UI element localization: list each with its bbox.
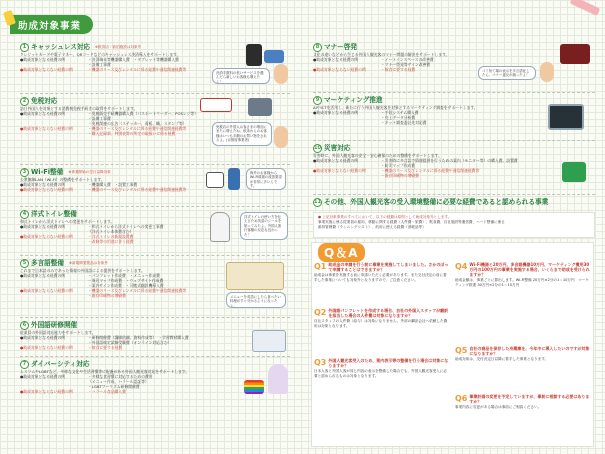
section-wifi: 3 Wi-Fi整備 ※事業開始の翌日以降対象 公衆無線LAN（Wi-Fi）の整備をサポートします。 ●助成対象となる経費の例 ・機器購入費 ・設置工事費 ●助成対象とならない経費の例 ・機器のリース及びレンタルに係る経費や通信関連経費等 xyxy=(20,168,187,192)
section-header xyxy=(10,15,93,34)
section-note: ※飲食店・宿泊施設は対象外 xyxy=(95,45,142,49)
section-heading: 災害対応 xyxy=(324,144,351,152)
section-heading: キャッシュレス対応 xyxy=(31,43,91,51)
monitor-chart-icon xyxy=(548,104,584,130)
brochure-illustration-icon xyxy=(226,262,284,290)
section-diversity: 7 ダイバーシティ対応 ムスリムやLGBTなど、多様な文化や生活習慣等に配慮がある外国人観光客対応をサポートします。 ●助成対象となる経費の例 ・多様な食習慣に対応するための費用 （メニュー作成、ハラール認証等） ・LGBTツーリズム研修開催費 ●助成対象とならない経費の例 ・ハラール食品購入費 xyxy=(20,360,190,394)
section-heading: Wi-Fi整備 xyxy=(31,168,64,176)
divider xyxy=(20,317,290,318)
pencil-decoration xyxy=(570,0,601,16)
section-marketing: 9 マーケティング推進 AIやICTを活用し、新たに行う外国人観光客を対象とするマーケティング調査をサポートします。 ●助成対象となる経費の例 ・手段システム購入費 ・売上データ分析費 ・ネット調査委託先対応費 xyxy=(313,96,478,125)
section-other: 11 その他、外国人観光客の受入環境整備に必要な経費であると認められる事業 xyxy=(314,198,549,206)
section-heading: 外国語研修開催 xyxy=(31,321,78,329)
wifi-router-icon xyxy=(206,172,224,188)
section-language-training: 6 外国語研修開催 従業員の外国語対応能力をサポートします。 ●助成対象となる経費の例 ・研修開催費（講師依頼、資料作成等） ・学習教材購入費 ・外国語検定試験受験費（オンライン対応含む） ●助成対象とならない経費の例 ・飲食に要する経費 xyxy=(20,321,189,350)
divider xyxy=(20,93,290,94)
qa-title: Q＆A xyxy=(318,243,365,262)
person-illustration-icon xyxy=(274,126,288,148)
expense-row: ・設備工事費 xyxy=(88,62,111,67)
section-heading: マナー啓発 xyxy=(324,43,357,51)
section-heading: 洋式トイレ整備 xyxy=(31,210,77,218)
speech-bubble: 免税店の外国人お客さまの増加にまたに増えたね。欧米からのお客様はいつも多額のお買い物をされるよ。(京都府事業者) xyxy=(212,122,272,146)
qa-item: Q1 助成金の申請を行う前に事業を実施してしまいました。さかのぼって申請することはできますか？ 助成金は事業を実施する前に申請いただく必要があります。また交付決定の前に着手した事業についても対象外となりますので、ご注意ください。 xyxy=(314,262,449,282)
section-toilet: 4 洋式トイレ整備 和式トイレから洋式トイレへの変更をサポートします。 ●助成対象となる経費の例 ・和式トイレから洋式トイレへの変更工事費 （洋式トイレ本体費含む） ●助成対象とならない経費の例 ・洋式トイレの新規設置費 ・改修等の用途に伴う経費 xyxy=(20,210,164,244)
divider xyxy=(20,206,290,207)
signboard-icon xyxy=(560,44,590,64)
tax-free-sign-icon xyxy=(200,98,232,112)
rainbow-flag-icon xyxy=(244,380,264,394)
section-disaster: 10 災害対応 災害時に、外国人観光客の安全・安心確保のための整備をサポートします。 ●助成対象となる経費の例 ・災害時に多言語で情報提供を行うための案内（モニター等）の購入費、設置費 ・防災マップ作成費 ●助成対象とならない経費の例 ・機器のリース及びレンタルに係る経費や通信関連経費等 ・既存印刷物の増刷費 xyxy=(313,144,518,178)
qa-item: Q2 外国語パンフレットを作成する場合、自社の外国人スタッフが翻訳を担当した場合の人件費は対象になりますか？ 自社スタッフの人件費（給与）は対象になりません。外部の翻訳会社へ依頼した費用は対象となります。 xyxy=(314,308,449,328)
speech-bubble: 洋式トイレの使い方を伝えるため英語のシールを貼ってみたよ。外国人旅行客様の反応も良かった！ xyxy=(240,212,288,240)
person-in-hijab-icon xyxy=(268,364,288,394)
section-heading: その他、外国人観光客の受入環境整備に必要な経費であると認められる事業 xyxy=(324,198,549,206)
expense-row: ●助成対象となる経費の例 ・決済端末等機器購入費 ・タブレット等機器購入費 xyxy=(20,57,179,62)
excluded-row: ●助成対象とならない経費の例 ・機器のリース及びレンタルに係る経費や通信関連経費等 xyxy=(20,67,187,72)
section-heading: 免税対応 xyxy=(31,97,58,105)
qa-item: Q6 事業計画の変更を予定していますが、事前に相談する必要はありますか？ 事業内容に変更がある場合は事前にご相談ください。 xyxy=(455,394,590,409)
payment-terminal-icon xyxy=(246,44,262,66)
classroom-illustration-icon xyxy=(252,330,286,352)
divider xyxy=(313,92,595,93)
divider xyxy=(313,194,595,195)
smartphone-icon xyxy=(228,168,240,190)
section-heading: 多言語整備 xyxy=(31,259,64,267)
divider xyxy=(20,164,290,165)
section-heading: マーケティング推進 xyxy=(324,96,383,104)
exclusion-note: ● 上記対象事業のすべてにおいて、以下の経費は原則として助成対象外とします。 事業実施に係る従業員の雇用、移動に関する経費（人件費・旅費）、飲食費、自社施設等運営費、ハード整備に係る 維持管理費（ランニングコスト）、汎用に使える経費（消耗品等） xyxy=(313,212,595,238)
register-icon xyxy=(248,98,272,116)
toilet-icon xyxy=(210,212,230,242)
speech-bubble: 決済手数料の低いサービスを選んだら新しいお客様も増えたよ！ xyxy=(212,68,270,84)
qa-item: Q5 自社の商品を保存した冷蔵庫を、今年中に導入したいのですが対象になりますか？ 助成対象は、交付決定日以降に着手した事業となります。 xyxy=(455,346,590,361)
section-multilingual: 5 多言語整備 ※新規開発製品は対象外 これまで日本語のみであった情報の外国語による提供をサポートします。 ●助成対象となる経費の例 ・パンフレット作成費 ・メニュー作成費 ・周辺マップ作成費 ・ウェブサイト作成費 ・案内サイン作成費 ・可搬式翻訳機導入費 ●助成対象とならない経費の例 ・機器のリース及びレンタルに係る経費や通信関連経費等 ・既存印刷物の増刷費 xyxy=(20,259,187,298)
speech-bubble: ゴミ捨て場の表示を多言語化したら、マナー違反が減ったよ！ xyxy=(478,66,536,80)
section-number: 1 xyxy=(20,43,29,52)
section-taxfree: 2 免税対応 訪日外国人を対象とする消費税免税手続きの取得をサポートします。 ●助成対象となる経費の例 ・免税販売手続機器購入費（パスポートリーダー、POSレジ等） ・設備工事費 ・免税関連の広告（ステッカー、看板、幟、スタンプ等） ●助成対象とならない経費の例 ・機器のリース及びレンタルに係る経費や通信関連経費等 ・購入記録票、判別表等の所定の取扱いに係る経費 xyxy=(20,97,198,136)
divider xyxy=(313,140,595,141)
speech-bubble: メニューを英語にしたら食べたい料理がすぐ分かるようになったよ。 xyxy=(226,292,286,308)
credit-card-icon xyxy=(264,50,284,63)
section-desc: クレジットカードや電子マネー、QRコードなどのキャッシュレス決済導入をサポートします。 xyxy=(20,52,181,57)
header-title: 助成対象事業 xyxy=(18,20,82,32)
emergency-exit-icon xyxy=(562,162,586,182)
person-illustration-icon xyxy=(540,62,554,82)
qa-item: Q3 外国人観光客受入のため、案内表示等の整備を行う場合は対象になりますか？ 日本人客と外国人客が同じ内容の表示を整備した場合でも、外国人観光客受入に必要と認められるものは対象となります。 xyxy=(314,358,449,378)
divider xyxy=(20,255,290,256)
section-manners: 8 マナー啓発 文化の違いなどから生じる外国人観光客のマナー問題の解決をサポートします。 ●助成対象となる経費の例 ・イートインスペースの改善費 ・マナー啓発等サイン改善費 ●助成対象とならない経費の例 ・飲食に要する経費 xyxy=(313,43,450,72)
section-heading: ダイバーシティ対応 xyxy=(31,360,90,368)
speech-bubble: 海外のお客様からWi-Fi環境の改善要望が非常に多いんです。 xyxy=(246,168,286,190)
divider xyxy=(20,356,290,357)
qa-item: Q4 Wi-Fi機器と20万円、多言語機器10万円、マーケティング費用30万円の100万円の事業を実施する場合、いくらまで助成を受けられますか？ 助成金額は、事業ごとに算出します。Wi-Fi整備 20万円×2分の1＝10万円 マーケティング推進 30万円×2分の1＝15万円 xyxy=(455,262,590,287)
person-illustration-icon xyxy=(274,64,288,84)
